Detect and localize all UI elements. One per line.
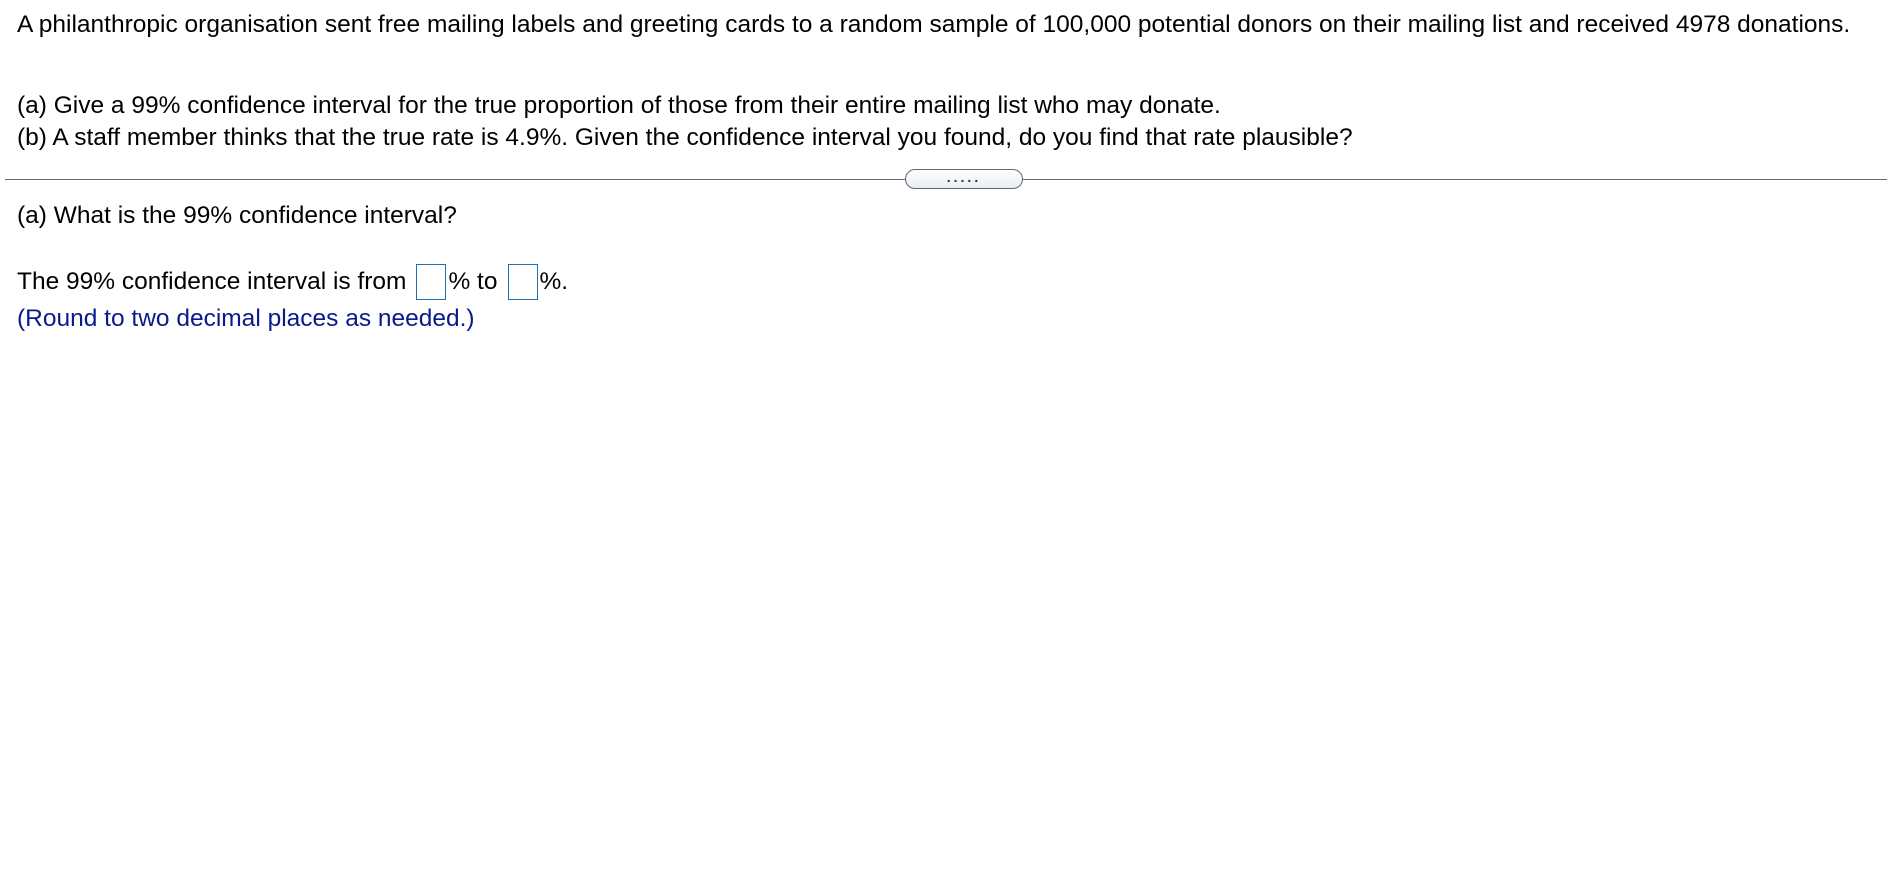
question-stem [17,9,1867,41]
rounding-hint: (Round to two decimal places as needed.) [17,305,475,332]
question-part-a: (a) Give a 99% confidence interval for the true proportion of those from their entire mailing list who may donate. [17,92,1221,119]
question-part-b: (b) A staff member thinks that the true rate is 4.9%. Given the confidence interval you found, do you find that rate plausible? [17,124,1353,151]
answer-sentence [17,262,568,302]
question-intro: A philanthropic organisation sent free mailing labels and greeting cards to a random sample of 100,000 potential donors on their mailing list and received 4978 donations. [17,11,1851,38]
ellipsis-icon: ..... [946,169,982,185]
subquestion-label: (a) What is the 99% confidence interval? [17,202,457,229]
lower-bound-input[interactable] [416,264,446,300]
answer-middle: % to [448,268,498,295]
answer-suffix: %. [539,268,569,295]
answer-prefix: The 99% confidence interval is from [17,268,407,295]
expand-collapse-button[interactable] [905,169,1023,189]
question-parts [17,90,1353,154]
upper-bound-input[interactable] [508,264,538,300]
